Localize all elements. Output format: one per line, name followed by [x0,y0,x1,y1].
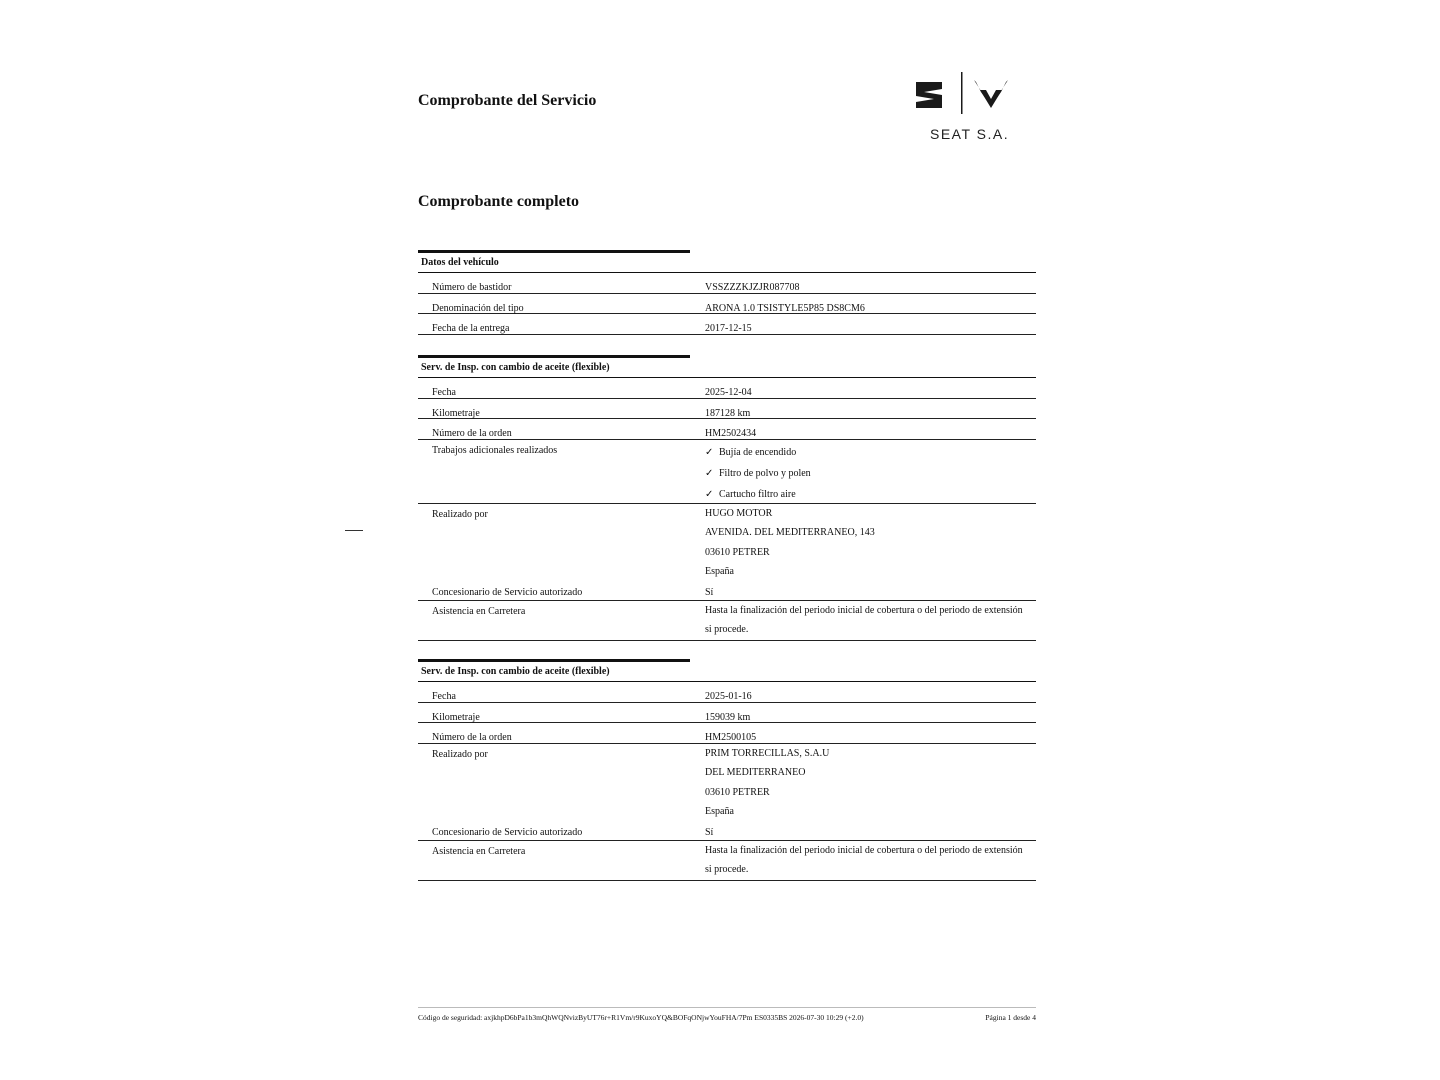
row-label: Asistencia en Carretera [432,605,526,617]
address-line: 03610 PETRER [705,546,770,558]
section-title: Serv. de Insp. con cambio de aceite (flexible) [421,666,610,677]
row-label: Realizado por [432,748,488,760]
realizado-block [418,744,1036,841]
row-value [705,504,875,582]
row-label: Realizado por [432,508,488,520]
checkmark-icon: ✓ [705,446,714,458]
row-label: Kilometraje [432,407,480,419]
list-item: ✓ Bujía de encendido [705,442,1035,463]
table-row [418,682,1036,703]
section-title: Serv. de Insp. con cambio de aceite (flexible) [421,362,610,373]
table-row [418,378,1036,399]
row-value: HM2500105 [705,732,757,743]
section-header [418,659,690,682]
table-row [418,273,1036,294]
address-line: 03610 PETRER [705,786,770,798]
row-label: Asistencia en Carretera [432,845,526,857]
table-row [418,841,1036,881]
document-page [418,0,1036,1080]
row-label: Fecha [432,691,456,702]
row-value: Sí [705,586,714,598]
checkmark-icon: ✓ [705,488,714,500]
page-footer [418,1007,1036,1022]
row-value: HM2502434 [705,428,757,439]
address-line: PRIM TORRECILLAS, S.A.U [705,747,830,759]
table-row [418,703,1036,724]
table-row [418,601,1036,641]
section-title: Datos del vehículo [421,257,499,268]
section-header [418,250,690,273]
list-item: ✓ Cartucho filtro aire [705,484,1035,505]
vehicle-section [418,250,1036,335]
address-line: España [705,806,734,817]
address-line: AVENIDA. DEL MEDITERRANEO, 143 [705,527,875,538]
row-label: Concesionario de Servicio autorizado [432,586,583,598]
document-subtitle: Comprobante completo [418,193,580,210]
row-value [705,744,829,822]
page-title: Comprobante del Servicio [418,92,597,109]
row-value: Sí [705,826,714,838]
row-label: Fecha de la entrega [432,323,510,334]
page-number: Página 1 desde 4 [985,1013,1036,1022]
service-section-1 [418,355,1036,641]
row-label: Concesionario de Servicio autorizado [432,826,583,838]
table-row [418,723,1036,744]
table-row [418,440,1036,504]
row-label: Número de la orden [432,428,512,439]
row-value: 187128 km [705,407,751,419]
checkmark-icon: ✓ [705,467,714,479]
row-label: Número de la orden [432,732,512,743]
row-value: VSSZZZKJZJR087708 [705,282,800,293]
row-label: Fecha [432,387,456,398]
table-row [418,294,1036,315]
brand-logo-icon [916,72,1012,124]
address-line: España [705,566,734,577]
table-row [418,399,1036,420]
row-label: Número de bastidor [432,282,512,293]
address-line: HUGO MOTOR [705,507,773,519]
row-value: Hasta la finalización del periodo inicial de cobertura o del periodo de extensión si procede. [705,844,1023,875]
address-line: DEL MEDITERRANEO [705,767,806,778]
table-row [418,419,1036,440]
row-value: 2017-12-15 [705,323,752,334]
section-header [418,355,690,378]
margin-mark [345,530,363,531]
table-row [418,314,1036,335]
row-label: Denominación del tipo [432,302,524,314]
realizado-block [418,504,1036,601]
company-name: SEAT S.A. [930,126,1010,142]
row-label: Kilometraje [432,711,480,723]
service-section-2 [418,659,1036,881]
security-code: Código de seguridad: axjkhpD6bPa1b3mQhWQNvizByUT76r+R1Vm/r9KuxoYQ&BOFqONjwYouFHA/7Pm ES0335BS 2026-07-30 10:29 (+2.0) [418,1013,864,1022]
row-value: ARONA 1.0 TSISTYLE5P85 DS8CM6 [705,302,865,314]
row-value: Hasta la finalización del periodo inicial de cobertura o del periodo de extensión si procede. [705,604,1023,635]
row-value [705,442,1035,505]
row-value: 2025-12-04 [705,387,752,398]
row-value: 159039 km [705,711,751,723]
row-value: 2025-01-16 [705,691,752,702]
row-label: Trabajos adicionales realizados [432,444,558,456]
list-item: ✓ Filtro de polvo y polen [705,463,1035,484]
